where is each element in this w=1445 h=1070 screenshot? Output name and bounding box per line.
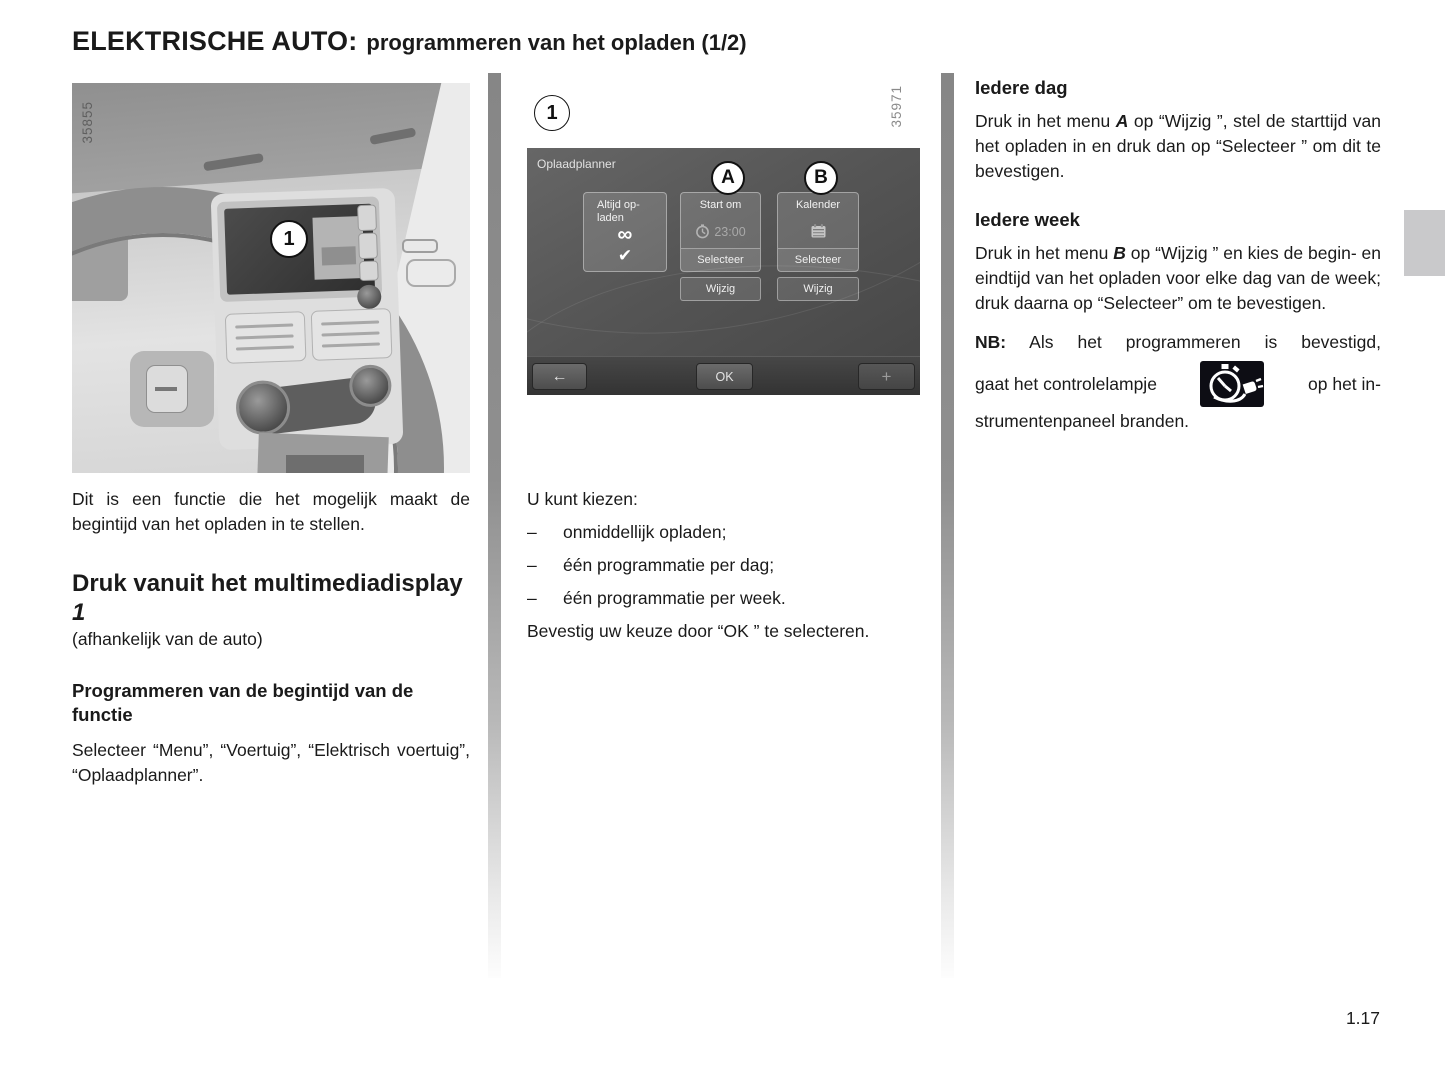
change-button-week[interactable]: Wijzig — [777, 277, 859, 301]
list-item — [527, 553, 927, 578]
para-every-week — [975, 241, 1381, 316]
callout-1-screen-label: 1 — [546, 101, 558, 124]
list-item-text: onmiddellijk opladen; — [563, 522, 727, 542]
tile-calendar-label: Kalender — [795, 199, 841, 211]
list-item — [527, 520, 927, 545]
callout-b-label: B — [814, 167, 828, 188]
tile-calendar-icon-row — [778, 223, 858, 239]
wiper — [203, 153, 264, 171]
nb-label: NB: — [975, 332, 1007, 352]
charging-schedule-telltale-icon — [1200, 361, 1264, 407]
vent-slot — [236, 334, 294, 339]
tile-start-at[interactable] — [680, 192, 761, 272]
left-text-column — [72, 487, 470, 788]
page-title — [72, 26, 1172, 57]
nb-text2: gaat het controlelampje — [975, 373, 1157, 394]
center-stack — [211, 188, 404, 450]
clock-icon — [695, 224, 710, 239]
side-button — [358, 233, 378, 260]
callout-a-label: A — [721, 167, 735, 188]
vent-slot — [321, 320, 379, 325]
left-heading — [72, 569, 470, 627]
tile-always-label — [584, 193, 666, 225]
page-title-main: ELEKTRISCHE AUTO: — [72, 26, 358, 56]
tile-start-at-time-row — [681, 224, 760, 239]
left-subheading: Programmeren van de begintijd van de functie — [72, 680, 414, 725]
dash-bullet: – — [527, 555, 537, 575]
back-button[interactable] — [532, 363, 587, 390]
figure-number: 35971 — [889, 85, 904, 128]
steering-pod-button — [146, 365, 188, 413]
select-button-day[interactable]: Selecteer — [681, 248, 760, 271]
nb-line1 — [975, 330, 1381, 355]
vent-slot — [235, 323, 293, 328]
left-heading-note: (afhankelijk van de auto) — [72, 629, 263, 649]
infinity-icon: ∞ — [617, 223, 633, 246]
screen-navbar — [527, 356, 920, 395]
side-button — [359, 260, 379, 281]
middle-text-column — [527, 487, 927, 644]
left-intro: Dit is een functie die het mogelijk maakt de begintijd van het opladen in te stellen. — [72, 489, 470, 534]
wiper — [369, 127, 416, 145]
column-separator-left — [488, 73, 501, 978]
lower-console-dark — [286, 455, 364, 473]
tile-start-at-label: Start om — [699, 199, 742, 211]
ok-button[interactable]: OK — [696, 363, 753, 390]
callout-a — [711, 161, 745, 195]
tile-calendar[interactable] — [777, 192, 859, 272]
steering-pod-mark — [155, 387, 177, 391]
para-every-day — [975, 109, 1381, 184]
left-heading-ref: 1 — [72, 599, 86, 626]
callout-1-screen — [534, 95, 570, 131]
callout-1-photo — [270, 220, 308, 258]
plus-button[interactable] — [858, 363, 915, 390]
back-arrow-icon: ← — [551, 367, 568, 385]
dash-bullet: – — [527, 522, 537, 542]
checkmark-icon: ✔ — [617, 246, 633, 265]
volume-knob — [357, 284, 382, 309]
map-detail — [322, 246, 357, 265]
select-button-week[interactable]: Selecteer — [778, 248, 858, 271]
para-week-text2: op “Wijzig ” en kies de begin- en eindtijd van het opladen voor elke dag van de week; druk daarna op “Selecteer” om te bevestigen. — [975, 243, 1382, 313]
left-heading-text: Druk vanuit het multimediadisplay — [72, 570, 463, 597]
vent-slot — [236, 345, 294, 350]
menu-b-ref: B — [1113, 243, 1126, 263]
dashboard-photo — [72, 83, 470, 473]
list-item-text: één programmatie per week. — [563, 588, 786, 608]
nb-line3: strumentenpaneel branden. — [975, 411, 1190, 431]
left-body: Selecteer “Menu”, “Voertuig”, “Elektrisch voertuig”, “Oplaadplanner”. — [72, 740, 470, 785]
air-vent-left — [225, 311, 307, 364]
list-item — [527, 586, 927, 611]
middle-intro: U kunt kiezen: — [527, 489, 638, 509]
heading-every-day: Iedere dag — [975, 77, 1068, 98]
list-item-text: één programmatie per dag; — [563, 555, 775, 575]
dash-bullet: – — [527, 588, 537, 608]
glovebox-handle — [402, 239, 438, 253]
callout-b — [804, 161, 838, 195]
page-title-sub: programmeren van het opladen (1/2) — [366, 30, 747, 55]
vent-slot — [322, 342, 380, 347]
tile-start-at-time: 23:00 — [714, 224, 746, 239]
para-week-text1: Druk in het menu — [975, 243, 1114, 263]
nb-text1: Als het programmeren is bevestigd, — [1006, 332, 1381, 352]
air-vent-right — [311, 308, 393, 361]
para-day-text2: op “Wijzig ”, stel de starttijd van het opladen in en druk dan op “Selecteer ” om dit te bevestigen. — [975, 111, 1382, 181]
vent-slot — [322, 331, 380, 336]
screen-figure — [527, 85, 920, 400]
tile-always-label-line1: Altijd op- — [597, 199, 640, 211]
side-button — [357, 205, 377, 232]
callout-1-photo-label: 1 — [283, 227, 295, 250]
heading-every-week: Iedere week — [975, 209, 1080, 230]
calendar-icon — [810, 223, 827, 239]
nb-line2 — [975, 361, 1381, 407]
menu-a-ref: A — [1115, 111, 1129, 131]
column-separator-right — [941, 73, 954, 978]
figure-number: 35855 — [80, 101, 95, 144]
right-text-column — [975, 76, 1381, 434]
climate-knob-right — [349, 364, 392, 407]
middle-outro: Bevestig uw keuze door “OK ” te selecteren. — [527, 621, 870, 641]
nb-text3: op het in- — [1308, 373, 1381, 394]
screen-title: Oplaadplanner — [537, 157, 616, 171]
glovebox-button — [406, 259, 456, 287]
para-day-text1: Druk in het menu — [975, 111, 1116, 131]
page-number: 1.17 — [1345, 1008, 1380, 1028]
plus-icon: + — [881, 366, 892, 386]
tile-always-label-line2: laden — [597, 212, 624, 224]
steering-column-pod — [130, 351, 214, 427]
tile-always-charge[interactable] — [583, 192, 667, 272]
change-button-day[interactable]: Wijzig — [680, 277, 761, 301]
section-thumb-tab — [1404, 210, 1445, 276]
